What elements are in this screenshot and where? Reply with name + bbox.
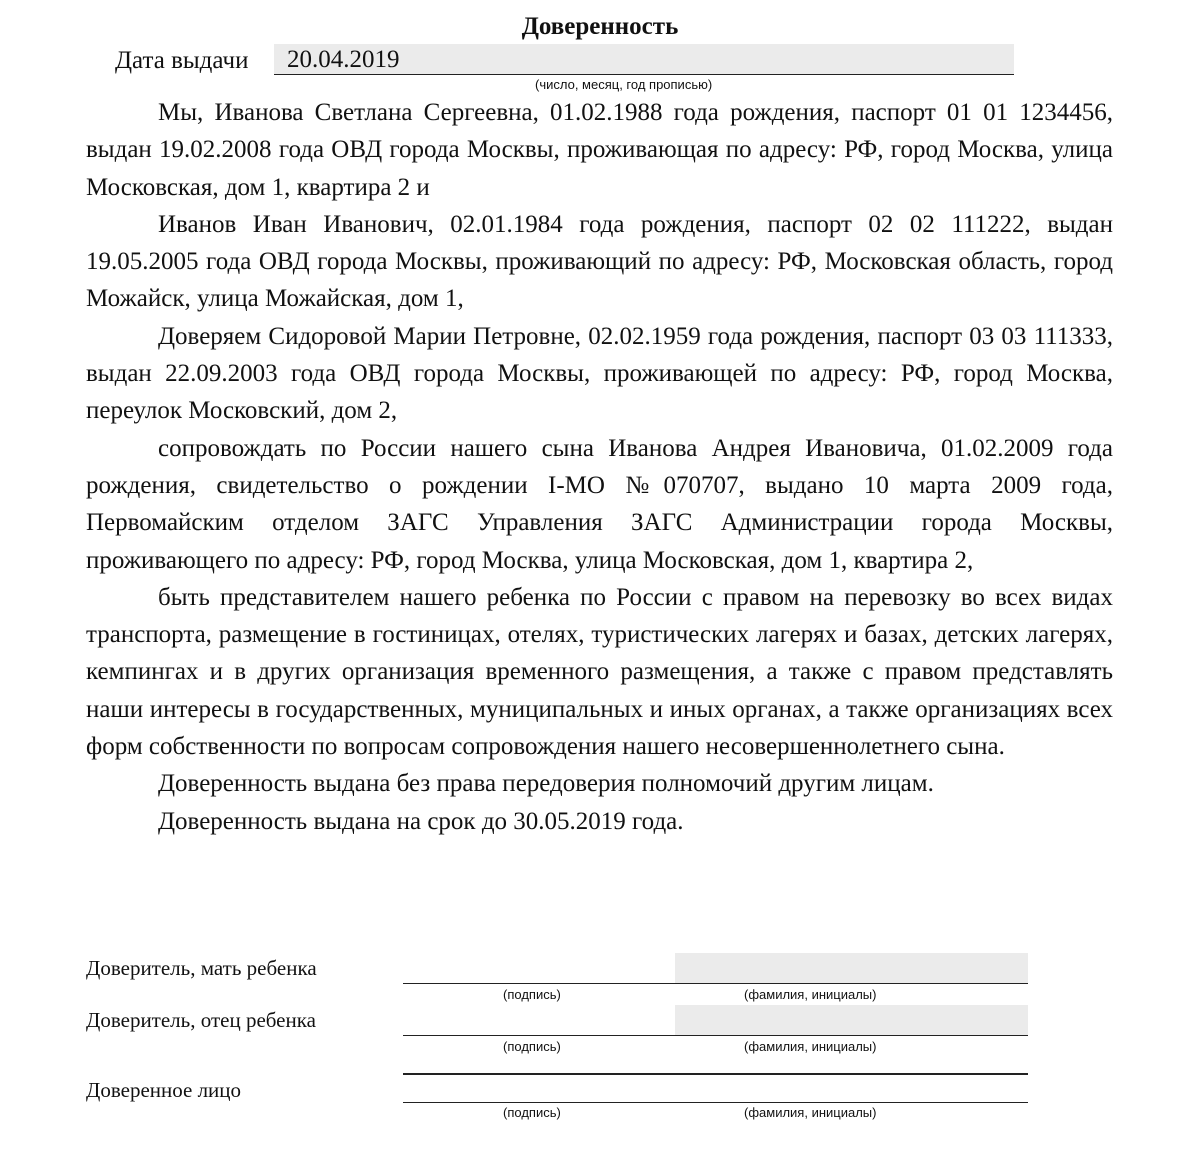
name-field-father[interactable]	[675, 1005, 1028, 1035]
document-title: Доверенность	[521, 13, 679, 40]
signature-label-mother: Доверитель, мать ребенка	[86, 956, 317, 980]
paragraph-powers: быть представителем нашего ребенка по России с правом на перевозку во всех видах транспорта, размещение в гостиницах, отелях, туристических лагерях и базах, детских лагерях, кемпингах и в других организация временного размещения, а также с правом представлять наши интересы в государственных, муниципальных и иных органах, а также организациях всех форм собственности по вопросам сопровождения нашего несовершеннолетнего сына.	[86, 583, 1113, 761]
name-field-mother[interactable]	[675, 953, 1028, 983]
signature-caption-mother: (подпись)	[503, 987, 561, 1002]
paragraph-mother: Мы, Иванова Светлана Сергеевна, 01.02.1988 года рождения, паспорт 01 01 1234456, выдан 19.02.2008 года ОВД города Москвы, проживающая по адресу: РФ, город Москва, улица Московская, дом 1, квартира 2 и	[86, 99, 1113, 201]
document-body	[86, 94, 1113, 840]
signature-caption-trustee: (подпись)	[503, 1105, 561, 1120]
signature-label-father: Доверитель, отец ребенка	[86, 1008, 316, 1032]
issue-date-label: Дата выдачи	[115, 47, 249, 74]
signature-caption-father: (подпись)	[503, 1039, 561, 1054]
issue-date-field[interactable]: 20.04.2019	[274, 44, 1014, 75]
name-caption-trustee: (фамилия, инициалы)	[744, 1105, 877, 1120]
issue-date-hint: (число, месяц, год прописью)	[535, 77, 713, 92]
name-caption-mother: (фамилия, инициалы)	[744, 987, 877, 1002]
paragraph-no-delegation: Доверенность выдана без права передоверия полномочий другим лицам.	[158, 770, 934, 798]
signature-line-trustee[interactable]	[403, 1102, 1028, 1103]
signature-label-trustee: Доверенное лицо	[86, 1078, 242, 1102]
signature-line-mother[interactable]	[403, 983, 1028, 984]
paragraph-child: сопровождать по России нашего сына Иванова Андрея Ивановича, 01.02.2009 года рождения, свидетельство о рождении I-МО №070707, выдано 10 марта 2009 года, Первомайским отделом ЗАГС Управления ЗАГС Администрации города Москвы, проживающего по адресу: РФ, город Москва, улица Московская, дом 1, квартира 2,	[86, 434, 1113, 574]
name-caption-father: (фамилия, инициалы)	[744, 1039, 877, 1054]
paragraph-trustee: Доверяем Сидоровой Марии Петровне, 02.02.1959 года рождения, паспорт 03 03 111333, выдан 22.09.2003 года ОВД города Москвы, проживающей по адресу: РФ, город Москва, переулок Московский, дом 2,	[86, 322, 1113, 425]
paragraph-father: Иванов Иван Иванович, 02.01.1984 года рождения, паспорт 02 02 111222, выдан 19.05.2005 года ОВД города Москвы, проживающий по адресу: РФ, Московская область, город Можайск, улица Можайская, дом 1,	[86, 210, 1113, 313]
signature-line-father[interactable]	[403, 1035, 1028, 1036]
trustee-top-line	[403, 1073, 1028, 1075]
paragraph-validity: Доверенность выдана на срок до 30.05.2019 года.	[158, 807, 684, 835]
